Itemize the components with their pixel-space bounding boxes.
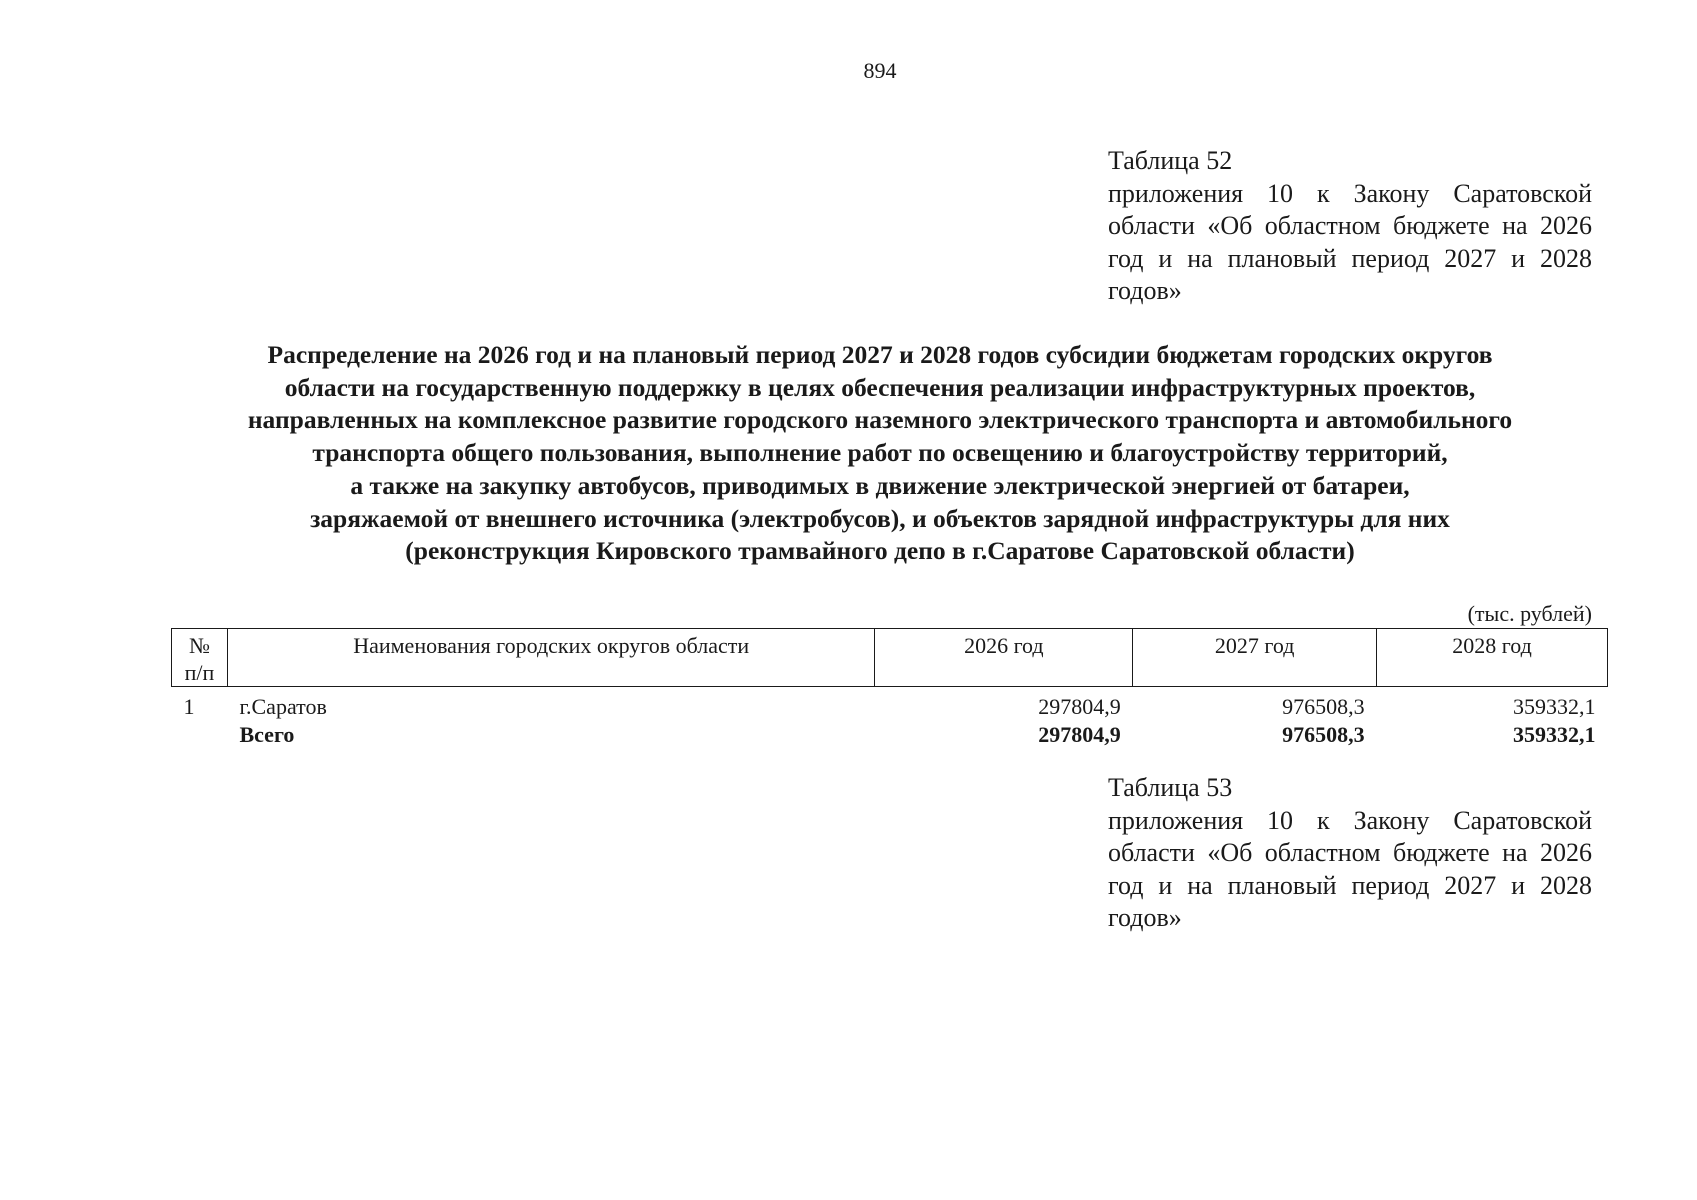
row-value-2027: 976508,3 xyxy=(1282,694,1365,719)
title-line: а также на закупку автобусов, приводимых в движение электрической энергией от батареи, xyxy=(350,470,1410,500)
total-label: Всего xyxy=(239,722,295,747)
units-label: (тыс. рублей) xyxy=(1467,601,1592,626)
table-row xyxy=(172,687,1608,722)
table-label: Таблица 53 xyxy=(1108,773,1233,802)
row-value-2028: 359332,1 xyxy=(1513,694,1596,719)
appendix-reference-table-52 xyxy=(1108,145,1592,308)
total-value-2026: 297804,9 xyxy=(1038,722,1121,747)
row-value-2026: 297804,9 xyxy=(1038,694,1121,719)
row-district-name: г.Саратов xyxy=(239,694,327,719)
title-line: Распределение на 2026 год и на плановый период 2027 и 2028 годов субсидии бюджетам городских округов xyxy=(267,340,1493,369)
row-number: 1 xyxy=(183,694,195,719)
table-header-row xyxy=(172,629,1608,687)
title-line: области на государственную поддержку в целях обеспечения реализации инфраструктурных проектов, xyxy=(284,372,1476,402)
total-number-empty xyxy=(172,721,228,749)
table-label: Таблица 52 xyxy=(1108,146,1233,175)
header-year-2026: 2026 год xyxy=(875,629,1133,687)
subsidy-distribution-table xyxy=(171,628,1608,749)
table-caption: приложения 10 к Закону Саратовской области «Об областном бюджете на 2026 год и на плановый период 2027 и 2028 годов» xyxy=(1108,805,1592,932)
document-title xyxy=(100,339,1660,568)
header-number: № п/п xyxy=(172,629,228,687)
title-line: (реконструкция Кировского трамвайного депо в г.Саратове Саратовской области) xyxy=(405,536,1355,566)
page-number: 894 xyxy=(863,58,897,83)
total-value-2028: 359332,1 xyxy=(1513,722,1596,747)
table-caption: приложения 10 к Закону Саратовской области «Об областном бюджете на 2026 год и на плановый период 2027 и 2028 годов» xyxy=(1108,178,1592,305)
title-line: направленных на комплексное развитие городского наземного электрического транспорта и автомобильного xyxy=(247,405,1513,435)
appendix-reference-table-53 xyxy=(1108,772,1592,935)
title-line: заряжаемой от внешнего источника (электробусов), и объектов зарядной инфраструктуры для них xyxy=(310,503,1450,533)
title-line: транспорта общего пользования, выполнение работ по освещению и благоустройству территорий, xyxy=(312,438,1448,468)
table-total-row xyxy=(172,721,1608,749)
header-district-name: Наименования городских округов области xyxy=(227,629,874,687)
header-year-2028: 2028 год xyxy=(1377,629,1608,687)
total-value-2027: 976508,3 xyxy=(1282,722,1365,747)
header-year-2027: 2027 год xyxy=(1133,629,1377,687)
